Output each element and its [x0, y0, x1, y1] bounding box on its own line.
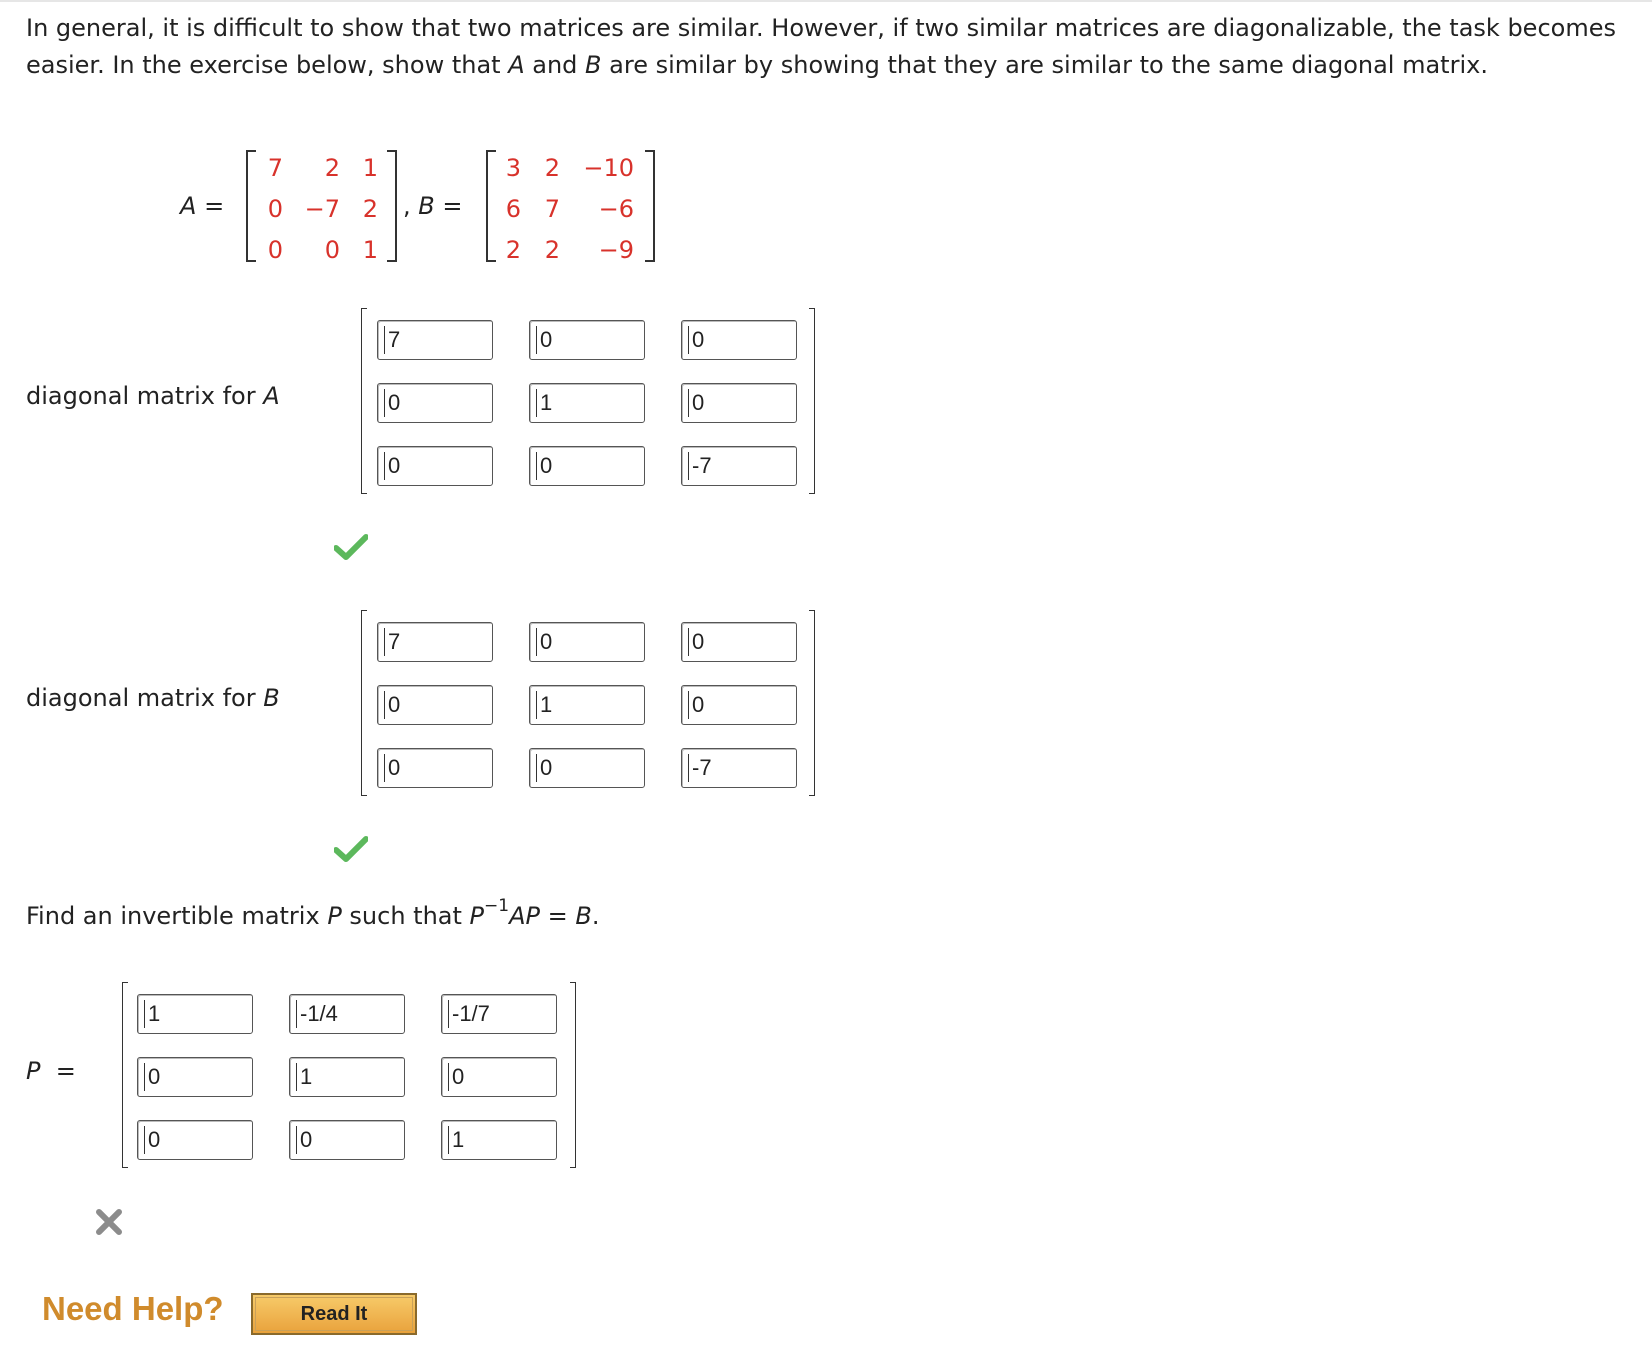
- matrix-b-entry: 7: [544, 195, 560, 223]
- matrix-a-label: A =: [180, 192, 225, 220]
- matrix-b-entry: −9: [598, 236, 634, 264]
- diag-b-cell-input[interactable]: -7: [681, 748, 797, 788]
- p-cell-input[interactable]: 0: [289, 1120, 405, 1160]
- matrix-a-entry: 7: [267, 154, 283, 182]
- diag-b-cell-input[interactable]: 0: [377, 685, 493, 725]
- diag-b-cell-input[interactable]: 7: [377, 622, 493, 662]
- matrix-b-entry: −6: [598, 195, 634, 223]
- diag-a-cell-input[interactable]: 0: [529, 320, 645, 360]
- diag-b-cell-input[interactable]: 0: [681, 685, 797, 725]
- matrix-a-entry: 0: [324, 236, 340, 264]
- read-it-button[interactable]: Read It: [251, 1293, 417, 1335]
- p-cell-input[interactable]: 0: [441, 1057, 557, 1097]
- need-help-label: Need Help?: [42, 1290, 224, 1327]
- intro-text-1: In general, it is difficult to show that two matrices are similar. However, if two similar matrices are diagonalizable, the task becomes easier. In the exercise below, show that: [26, 14, 1616, 79]
- top-divider: [0, 0, 1652, 2]
- diag-b-cell-input[interactable]: 1: [529, 685, 645, 725]
- diag-b-cell-input[interactable]: 0: [529, 748, 645, 788]
- matrix-b-entry: 3: [505, 154, 521, 182]
- diag-b-cell-input[interactable]: 0: [529, 622, 645, 662]
- p-cell-input[interactable]: 1: [441, 1120, 557, 1160]
- diag-b-left-bracket: [361, 610, 367, 796]
- check-icon: [334, 534, 368, 560]
- diag-a-cell-input[interactable]: 0: [377, 383, 493, 423]
- intro-var-b: B: [585, 51, 602, 79]
- p-left-bracket: [122, 982, 128, 1168]
- diag-a-label: diagonal matrix for A: [26, 382, 280, 410]
- diag-a-cell-input[interactable]: -7: [681, 446, 797, 486]
- p-cell-input[interactable]: 1: [137, 994, 253, 1034]
- intro-var-a: A: [508, 51, 525, 79]
- problem-intro: [26, 10, 1626, 84]
- diag-a-cell-input[interactable]: 7: [377, 320, 493, 360]
- matrix-b-label: , B =: [403, 192, 463, 220]
- diag-a-cell-input[interactable]: 0: [377, 446, 493, 486]
- matrix-a-entry: 1: [362, 236, 378, 264]
- matrix-b-entry: 6: [505, 195, 521, 223]
- diag-a-cell-input[interactable]: 0: [681, 383, 797, 423]
- matrix-a-entry: −7: [304, 195, 340, 223]
- matrix-b-entry: 2: [544, 154, 560, 182]
- matrix-a-entry: 0: [267, 236, 283, 264]
- diag-a-right-bracket: [809, 308, 815, 494]
- p-cell-input[interactable]: -1/4: [289, 994, 405, 1034]
- p-right-bracket: [570, 982, 576, 1168]
- matrix-b-entry: −10: [583, 154, 634, 182]
- matrix-b-right-bracket: [645, 150, 655, 262]
- matrix-a-entry: 1: [362, 154, 378, 182]
- p-cell-input[interactable]: 1: [289, 1057, 405, 1097]
- matrix-b-entry: 2: [505, 236, 521, 264]
- matrix-a-entry: 0: [267, 195, 283, 223]
- diag-a-cell-input[interactable]: 0: [681, 320, 797, 360]
- intro-text-2: and: [524, 51, 586, 79]
- matrix-a-entry: 2: [324, 154, 340, 182]
- p-cell-input[interactable]: 0: [137, 1120, 253, 1160]
- diag-a-cell-input[interactable]: 0: [529, 446, 645, 486]
- matrix-a-entry: 2: [362, 195, 378, 223]
- matrix-a-right-bracket: [387, 150, 397, 262]
- p-cell-input[interactable]: -1/7: [441, 994, 557, 1034]
- find-p-prompt: Find an invertible matrix P such that $P^{-1}AP = B$.: [26, 896, 600, 930]
- diag-a-cell-input[interactable]: 1: [529, 383, 645, 423]
- p-cell-input[interactable]: 0: [137, 1057, 253, 1097]
- matrix-b-entry: 2: [544, 236, 560, 264]
- diag-a-left-bracket: [361, 308, 367, 494]
- diag-b-cell-input[interactable]: 0: [681, 622, 797, 662]
- diag-b-label: diagonal matrix for B: [26, 684, 280, 712]
- diag-b-cell-input[interactable]: 0: [377, 748, 493, 788]
- p-label: P =: [26, 1057, 76, 1085]
- check-icon: [334, 836, 368, 862]
- intro-text-3: are similar by showing that they are similar to the same diagonal matrix.: [601, 51, 1488, 79]
- x-icon: [94, 1207, 124, 1237]
- diag-b-right-bracket: [809, 610, 815, 796]
